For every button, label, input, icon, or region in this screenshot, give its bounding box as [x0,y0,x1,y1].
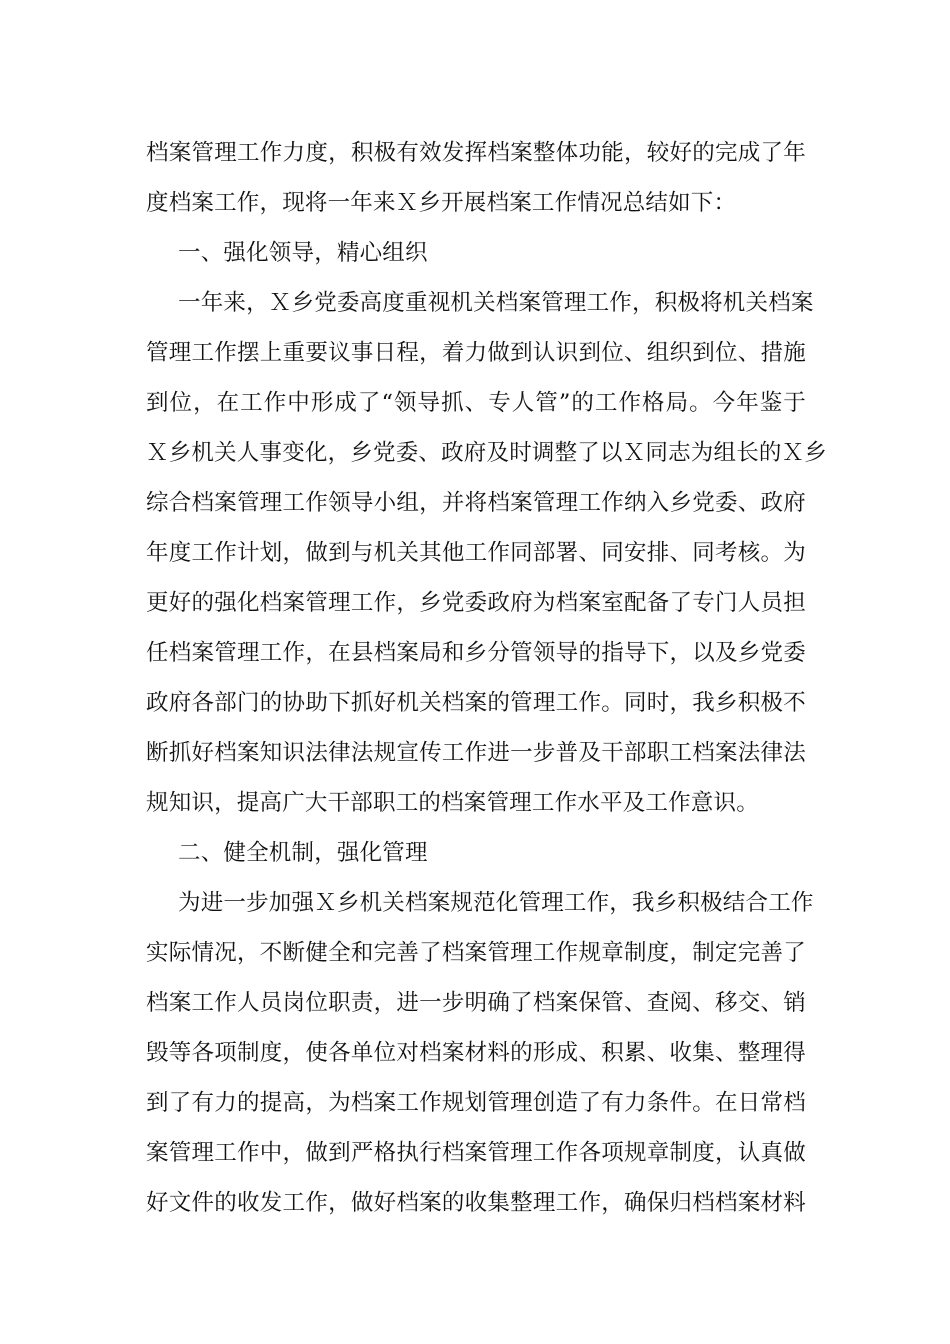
section-heading: 二、健全机制，强化管理 [178,840,428,866]
text-line: 案管理工作中，做到严格执行档案管理工作各项规章制度，认真做 [146,1140,806,1166]
text-line: Ｘ乡机关人事变化，乡党委、政府及时调整了以Ｘ同志为组长的Ｘ乡 [146,440,828,466]
section-heading: 一、强化领导，精心组织 [178,240,428,266]
text-line: 实际情况，不断健全和完善了档案管理工作规章制度，制定完善了 [146,940,806,966]
text-line: 年度工作计划，做到与机关其他工作同部署、同安排、同考核。为 [146,540,806,566]
text-line: 一年来，Ｘ乡党委高度重视机关档案管理工作，积极将机关档案 [178,290,814,316]
text-line: 管理工作摆上重要议事日程，着力做到认识到位、组织到位、措施 [146,340,806,366]
text-line: 度档案工作，现将一年来Ｘ乡开展档案工作情况总结如下： [146,190,737,216]
text-line: 毁等各项制度，使各单位对档案材料的形成、积累、收集、整理得 [146,1040,806,1066]
text-line: 规知识，提高广大干部职工的档案管理工作水平及工作意识。 [146,790,759,816]
text-line: 任档案管理工作，在县档案局和乡分管领导的指导下，以及乡党委 [146,640,806,666]
text-line: 好文件的收发工作，做好档案的收集整理工作，确保归档档案材料 [146,1190,806,1216]
text-line: 政府各部门的协助下抓好机关档案的管理工作。同时，我乡积极不 [146,690,806,716]
text-line: 档案管理工作力度，积极有效发挥档案整体功能，较好的完成了年 [146,140,806,166]
document-body [146,128,828,1228]
text-line: 档案工作人员岗位职责，进一步明确了档案保管、查阅、移交、销 [146,990,806,1016]
text-line: 到位，在工作中形成了“领导抓、专人管”的工作格局。今年鉴于 [146,390,806,416]
text-line: 断抓好档案知识法律法规宣传工作进一步普及干部职工档案法律法 [146,740,806,766]
text-line: 到了有力的提高，为档案工作规划管理创造了有力条件。在日常档 [146,1090,806,1116]
text-line: 为进一步加强Ｘ乡机关档案规范化管理工作，我乡积极结合工作 [178,890,814,916]
text-line: 综合档案管理工作领导小组，并将档案管理工作纳入乡党委、政府 [146,490,806,516]
text-line: 更好的强化档案管理工作，乡党委政府为档案室配备了专门人员担 [146,590,806,616]
